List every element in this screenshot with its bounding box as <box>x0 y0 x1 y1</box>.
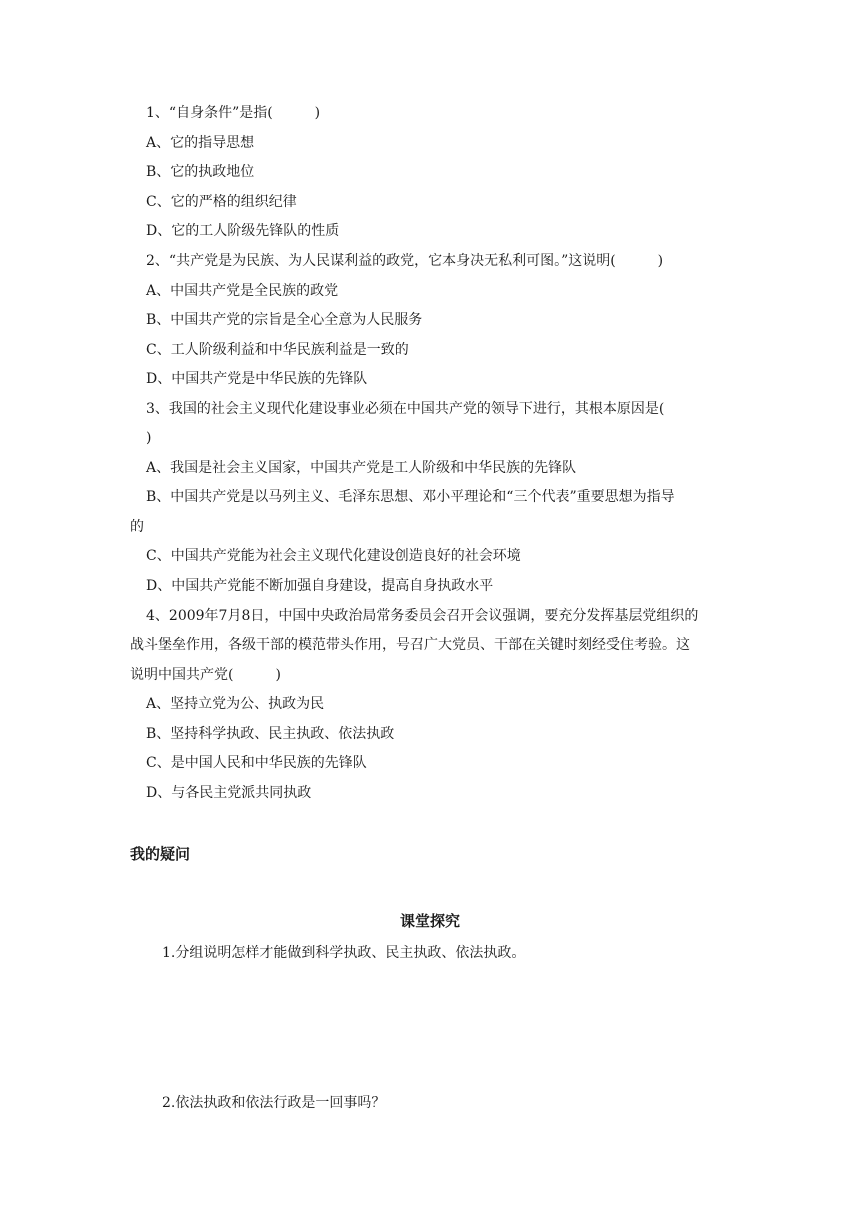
section-doubts-heading: 我的疑问 <box>130 845 191 863</box>
question-1-stem: 1、“自身条件”是指( ) <box>146 105 321 121</box>
question-2-option-b: B、中国共产党的宗旨是全心全意为人民服务 <box>146 312 423 328</box>
section-explore-title: 课堂探究 <box>399 912 460 930</box>
question-2-option-c: C、工人阶级利益和中华民族利益是一致的 <box>146 342 409 358</box>
question-3-option-d: D、中国共产党能不断加强自身建设，提高自身执政水平 <box>146 578 494 594</box>
question-4-stem-cont-1: 战斗堡垒作用，各级干部的模范带头作用，号召广大党员、干部在关键时刻经受住考验。这 <box>130 637 690 653</box>
question-3-stem: 3、我国的社会主义现代化建设事业必须在中国共产党的领导下进行，其根本原因是( <box>146 401 665 417</box>
question-3-option-c: C、中国共产党能为社会主义现代化建设创造良好的社会环境 <box>146 548 521 564</box>
question-2-option-a: A、中国共产党是全民族的政党 <box>146 283 339 299</box>
question-4-option-d: D、与各民主党派共同执政 <box>146 785 312 801</box>
question-4-stem-cont-2: 说明中国共产党( ) <box>130 667 281 683</box>
question-3-option-b: B、中国共产党是以马列主义、毛泽东思想、邓小平理论和“三个代表”重要思想为指导 <box>146 489 675 505</box>
question-1-option-b: B、它的执政地位 <box>146 164 255 180</box>
question-4-option-a: A、坚持立党为公、执政为民 <box>146 696 325 712</box>
question-4-option-c: C、是中国人民和中华民族的先锋队 <box>146 755 367 771</box>
explore-item-2: 2.依法执政和依法行政是一回事吗？ <box>162 1095 386 1111</box>
question-1-option-d: D、它的工人阶级先锋队的性质 <box>146 223 340 239</box>
question-3-stem-cont: ) <box>146 430 152 446</box>
question-1-option-c: C、它的严格的组织纪律 <box>146 194 297 210</box>
question-2-stem: 2、“共产党是为民族、为人民谋利益的政党，它本身决无私利可图。”这说明( ) <box>146 253 664 269</box>
explore-item-1: 1.分组说明怎样才能做到科学执政、民主执政、依法执政。 <box>162 945 526 961</box>
question-3-option-b-cont: 的 <box>130 519 144 535</box>
question-1-option-a: A、它的指导思想 <box>146 135 255 151</box>
question-3-option-a: A、我国是社会主义国家，中国共产党是工人阶级和中华民族的先锋队 <box>146 460 577 476</box>
question-4-stem: 4、2009年7月8日，中国中央政治局常务委员会召开会议强调，要充分发挥基层党组织的 <box>146 608 699 624</box>
question-2-option-d: D、中国共产党是中华民族的先锋队 <box>146 371 368 387</box>
question-4-option-b: B、坚持科学执政、民主执政、依法执政 <box>146 726 395 742</box>
